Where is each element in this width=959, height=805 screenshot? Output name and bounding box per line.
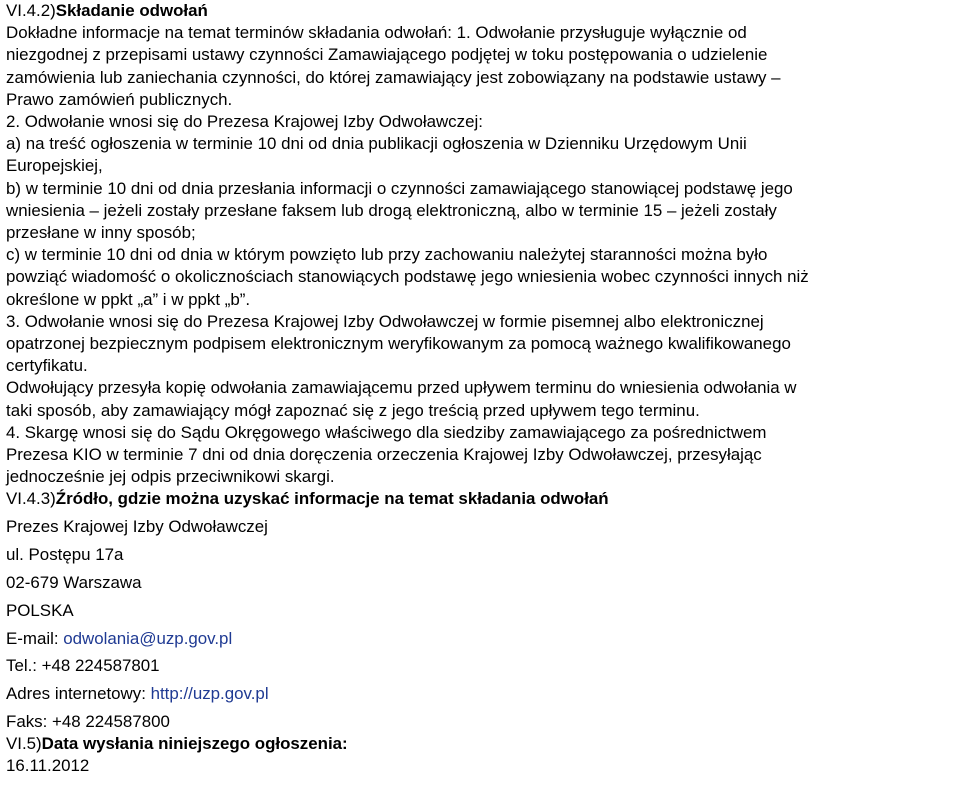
paragraph-line: Odwołujący przesyła kopię odwołania zamawiającemu przed upływem terminu do wniesienia odwołania w <box>6 378 797 398</box>
section-title: Data wysłania niniejszego ogłoszenia: <box>41 734 348 754</box>
paragraph-line: Europejskiej, <box>6 156 103 176</box>
dispatch-date: 16.11.2012 <box>6 756 90 776</box>
postal-city: 02-679 Warszawa <box>6 573 142 593</box>
email-label: E-mail: <box>6 628 64 648</box>
paragraph-line: Dokładne informacje na temat terminów składania odwołań: 1. Odwołanie przysługuje wyłącznie od <box>6 23 747 43</box>
section-heading <box>6 733 953 755</box>
street-address: ul. Postępu 17a <box>6 545 124 565</box>
section-appeals <box>6 0 953 511</box>
paragraph-line: jednocześnie jej odpis przeciwnikowi skargi. <box>6 467 335 487</box>
paragraph-line: 4. Skargę wnosi się do Sądu Okręgowego właściwego dla siedziby zamawiającego za pośrednictwem <box>6 422 767 442</box>
paragraph-line: opatrzonej bezpiecznym podpisem elektronicznym weryfikowanym za pomocą ważnego kwalifikowanego <box>6 334 791 354</box>
paragraph-line: Prawo zamówień publicznych. <box>6 89 233 109</box>
section-number: VI.5) <box>6 734 42 754</box>
email-row <box>6 628 953 650</box>
paragraph-line: przesłane w inny sposób; <box>6 223 196 243</box>
section-number: VI.4.2) <box>6 1 56 20</box>
website-label: Adres internetowy: <box>6 684 151 704</box>
fax: Faks: +48 224587800 <box>6 712 170 732</box>
section-title: Składanie odwołań <box>55 1 208 20</box>
section-heading <box>6 488 953 510</box>
paragraph-line: Prezesa KIO w terminie 7 dni od dnia doręczenia orzeczenia Krajowej Izby Odwoławczej, przesyłając <box>6 445 762 465</box>
paragraph-line: b) w terminie 10 dni od dnia przesłania informacji o czynności zamawiającego stanowiącej podstawę jego <box>6 178 793 198</box>
paragraph-line: określone w ppkt „a” i w ppkt „b”. <box>6 289 251 309</box>
paragraph-line: taki sposób, aby zamawiający mógł zapoznać się z jego treścią przed upływem tego terminu. <box>6 400 700 420</box>
paragraph-line: zamówienia lub zaniechania czynności, do której zamawiający jest zobowiązany na podstawie ustawy – <box>6 67 781 87</box>
contact-block <box>6 516 953 733</box>
paragraph-line: 3. Odwołanie wnosi się do Prezesa Krajowej Izby Odwoławczej w formie pisemnej albo elektronicznej <box>6 311 764 331</box>
phone: Tel.: +48 224587801 <box>6 656 160 676</box>
website-link[interactable]: http://uzp.gov.pl <box>150 684 269 704</box>
paragraph-line: c) w terminie 10 dni od dnia w którym powzięto lub przy zachowaniu należytej staranności można było <box>6 245 768 265</box>
section-heading <box>6 0 953 22</box>
section-dispatch-date <box>6 733 953 777</box>
organization-name: Prezes Krajowej Izby Odwoławczej <box>6 517 268 537</box>
paragraph-line: wniesienia – jeżeli zostały przesłane faksem lub drogą elektroniczną, albo w terminie 15 – jeżeli zostały <box>6 200 777 220</box>
email-link[interactable]: odwolania@uzp.gov.pl <box>63 628 233 648</box>
section-number: VI.4.3) <box>6 489 56 509</box>
paragraph-line: certyfikatu. <box>6 356 88 376</box>
paragraph-line: niezgodnej z przepisami ustawy czynności Zamawiającego podjętej w toku postępowania o udzielenie <box>6 45 768 65</box>
website-row <box>6 683 953 705</box>
country: POLSKA <box>6 600 74 620</box>
paragraph-line: a) na treść ogłoszenia w terminie 10 dni od dnia publikacji ogłoszenia w Dzienniku Urzędowym Unii <box>6 134 747 154</box>
paragraph-line: 2. Odwołanie wnosi się do Prezesa Krajowej Izby Odwoławczej: <box>6 112 483 132</box>
section-title: Źródło, gdzie można uzyskać informacje na temat składania odwołań <box>55 489 609 509</box>
paragraph-line: powziąć wiadomość o okolicznościach stanowiących podstawę jego wniesienia wobec czynności innych niż <box>6 267 809 287</box>
